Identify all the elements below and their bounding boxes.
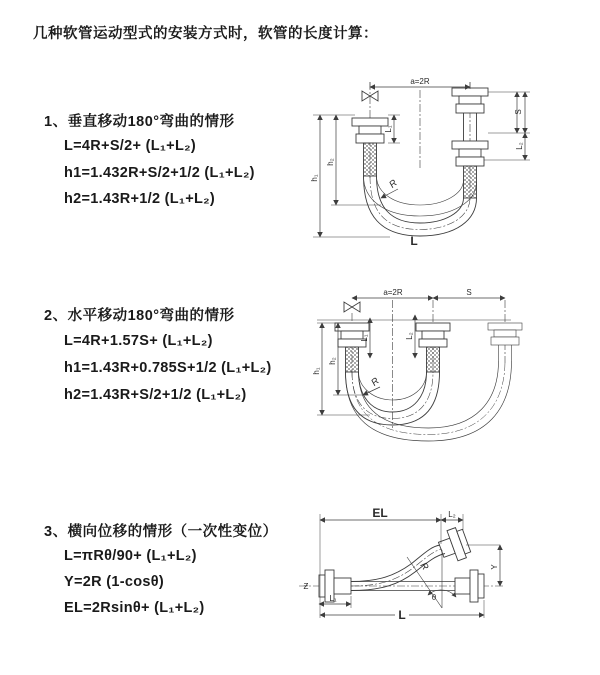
d1-label-h2: h₂ xyxy=(326,158,335,166)
section-2-formula-3: h2=1.43R+S/2+1/2 (L₁+L₂) xyxy=(64,387,247,403)
d2-label-h1: h₁ xyxy=(312,367,321,375)
hose-s-curve xyxy=(351,545,445,591)
section-1-formula-1: L=4R+S/2+ (L₁+L₂) xyxy=(64,138,196,154)
d3-label-l: L xyxy=(398,608,406,622)
d2-label-a2r: a=2R xyxy=(383,288,403,297)
d3-label-l1: L₁ xyxy=(329,594,337,603)
d3-label-y: Y xyxy=(490,564,499,570)
braid-hatch xyxy=(464,166,477,198)
d1-drawing xyxy=(352,82,488,236)
d1-label-s: S xyxy=(514,109,523,115)
d1-label-h1: h₁ xyxy=(310,174,319,182)
d3-label-r: R xyxy=(417,560,431,573)
section-3-heading: 3、横向位移的情形（一次性变位） xyxy=(44,524,278,540)
d3-label-l2: L₂ xyxy=(448,510,456,519)
diagram-vertical-bend xyxy=(295,70,600,275)
d1-label-l: L xyxy=(410,234,418,248)
d3-labels xyxy=(304,506,499,622)
page-title: 几种软管运动型式的安装方式时，软管的长度计算： xyxy=(33,26,378,42)
braid-hatch xyxy=(364,143,377,176)
d3-label-theta: θ xyxy=(431,593,437,602)
d2-label-s: S xyxy=(466,288,472,297)
braid-hatch xyxy=(427,347,440,372)
d1-labels xyxy=(310,77,524,248)
d2-drawing xyxy=(335,300,522,441)
section-2-formula-1: L=4R+1.57S+ (L₁+L₂) xyxy=(64,333,213,349)
section-1-formula-2: h1=1.432R+S/2+1/2 (L₁+L₂) xyxy=(64,165,255,181)
d2-labels xyxy=(312,288,472,389)
section-2-heading: 2、水平移动180°弯曲的情形 xyxy=(44,308,235,324)
d1-label-a2r: a=2R xyxy=(410,77,430,86)
section-3-formula-2: Y=2R (1-cosθ) xyxy=(64,574,164,590)
d2-label-r: R xyxy=(369,375,382,389)
d1-label-r: R xyxy=(387,177,400,191)
diagram-lateral-displacement xyxy=(295,498,600,658)
d3-label-el: EL xyxy=(372,506,388,520)
d2-label-h2: h₂ xyxy=(328,357,337,365)
section-1-formula-3: h2=1.43R+1/2 (L₁+L₂) xyxy=(64,191,216,207)
hose-u-outer xyxy=(346,361,512,441)
section-3-formula-1: L=πRθ/90+ (L₁+L₂) xyxy=(64,548,197,564)
section-1-heading: 1、垂直移动180°弯曲的情形 xyxy=(44,114,235,130)
section-2-formula-2: h1=1.43R+0.785S+1/2 (L₁+L₂) xyxy=(64,360,272,376)
d3-label-centerline-mark: Ƶ xyxy=(303,582,309,591)
valve-icon xyxy=(344,302,360,312)
d1-label-l1: L₁ xyxy=(384,125,393,133)
hose-u-curve xyxy=(364,176,477,236)
d2-label-l2: L₂ xyxy=(405,332,414,340)
d1-dimensions xyxy=(313,82,530,237)
diagram-horizontal-bend xyxy=(295,283,595,458)
section-3-formula-3: EL=2Rsinθ+ (L₁+L₂) xyxy=(64,600,205,616)
d2-label-l1: L₁ xyxy=(360,334,369,342)
d1-label-l2: L₂ xyxy=(515,142,524,150)
braid-hatch xyxy=(346,347,359,372)
